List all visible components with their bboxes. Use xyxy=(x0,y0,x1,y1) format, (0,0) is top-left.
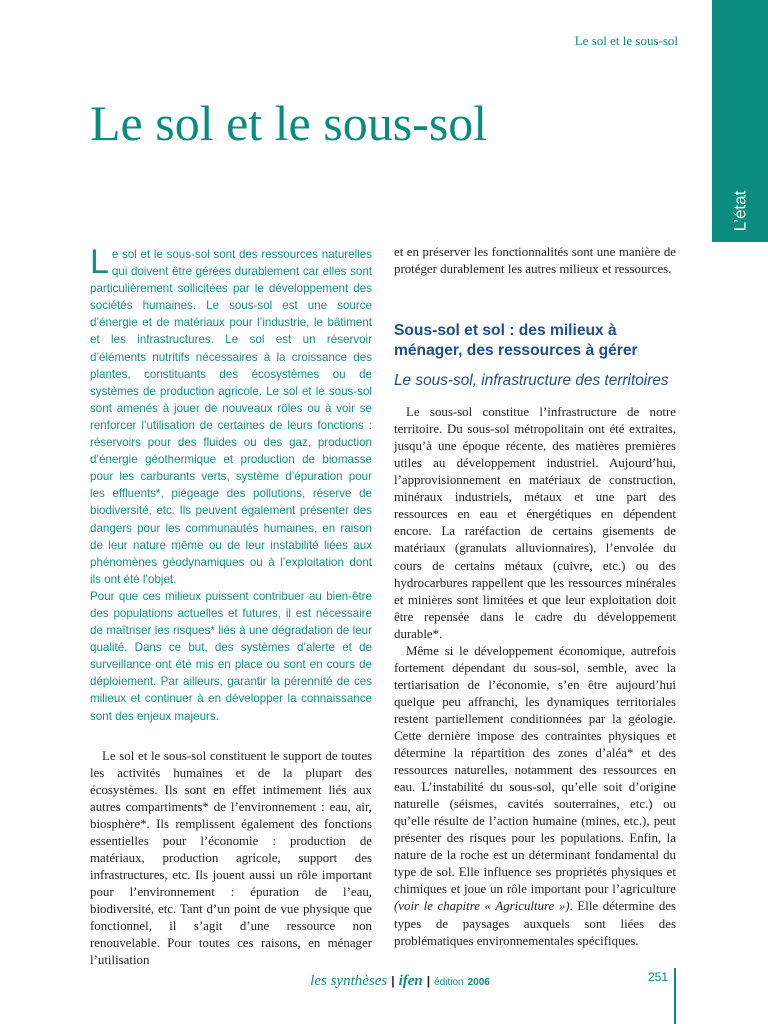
footer-series-title: les synthèses xyxy=(310,973,388,989)
sub-heading: Le sous-sol, infrastructure des territoires xyxy=(394,372,669,390)
footer-brand: ifen xyxy=(398,973,423,989)
page-title: Le sol et le sous-sol xyxy=(90,95,488,151)
section-heading: Sous-sol et sol : des milieux à ménager, des ressources à gérer xyxy=(394,322,638,360)
body-paragraph-continued: et en préserver les fonctionnalités sont une manière de protéger durablement les autres milieux et ressources. xyxy=(394,245,676,277)
body-text: Même si le développement économique, autrefois fortement dépendant du sous-sol, semble, avec la tertiarisation de l’économie, s’en être aujourd’hui quelque peu affranchi, les dynamiques territoriales restent partiellement conditionnées par la géologie. Cette dernière impose des contraintes physiques et détermine la répartition des zones d’aléa* et des ressources naturelles, notamment des ressources en eau. L’instabilité du sous-sol, qu’elle soit d’origine naturelle (séismes, cavités souterraines, etc.) ou qu’elle résulte de l’action humaine (mines, etc.), peut présenter des risques pour les populations. Enfin, la nature de la roche est un déterminant fondamental du type de sol. Elle influence ses propriétés physiques et chimiques et joue un rôle important pour l’agriculture xyxy=(394,643,676,897)
intro-block xyxy=(90,243,372,725)
intro-paragraph-1-text: e sol et le sous-sol sont des ressources naturelles qui doivent être gérées durablement car elles sont particulièrement sollicitées par le développement des sociétés humaines. Le sous-sol est une source d’énergie et de matériaux pour l’industrie, le bâtiment et les infrastructures. Le sol est un réservoir d’éléments nutritifs nécessaires à la croissance des plantes, constituants des écosystèmes ou de systèmes de production agricole. Le sol et le sous-sol sont amenés à jouer de nouveaux rôles ou à voir se renforcer l’utilisation de certaines de leurs fonctions : réservoirs pour des fluides ou des gaz, production d’énergie géothermique et production de biomasse pour les carburants verts, système d’épuration pour les effluents*, piégeage des pollutions, réserve de biodiversité, etc. Ils peuvent également présenter des dangers pour les communautés humaines, en raison de leur nature même ou de leur instabilité liées aux phénomènes géodynamiques ou à l’exploitation dont ils ont été l’objet. xyxy=(90,248,372,586)
intro-paragraph-2: Pour que ces milieux puissent contribuer au bien-être des populations actuelles et futures, il est nécessaire de maîtriser les risques* liés à une dégradation de leur qualité. Dans ce but, des systèmes d’alerte et de surveillance ont été mis en place ou sont en cours de déploiement. Par ailleurs, garantir la pérennité de ces milieux et continuer à en développer la connaissance sont des enjeux majeurs. xyxy=(90,589,372,723)
body-paragraph: Le sous-sol constitue l’infrastructure de notre territoire. Du sous-sol métropolitain ont été extraites, jusqu’à une époque récente, des matières premières utiles au développement industriel. Aujourd’hui, l’approvisionnement en matériaux de construction, minéraux industriels, métaux et une part des ressources en eau et énergétiques en dépendent encore. La raréfaction de certains gisements de matériaux (granulats alluvionnaires), l’envolée du cours de certains métaux (cuivre, etc.) ou des hydrocarbures rappellent que les ressources minérales et minières sont limitées et que leur exploitation doit être repensée dans le cadre du développement durable*. xyxy=(394,405,676,641)
page-number-rule xyxy=(674,968,676,1024)
footer-separator: | xyxy=(426,974,431,988)
intro-paragraph-1 xyxy=(90,243,372,588)
section-tab-label-wrap xyxy=(712,180,768,242)
running-head: Le sol et le sous-sol xyxy=(574,33,678,48)
footer-separator: | xyxy=(391,974,395,988)
chapter-reference: (voir le chapitre « Agriculture ») xyxy=(394,899,570,914)
left-column-body xyxy=(90,748,372,969)
footer-edition-year: 2006 xyxy=(467,977,490,988)
right-column xyxy=(394,244,676,950)
body-paragraph: Le sol et le sous-sol constituent le support de toutes les activités humaines et de la plupart des écosystèmes. Ils sont en effet intimement liés aux autres compartiments* de l’environnement : eau, air, biosphère*. Ils remplissent également des fonctions essentielles pour l’économie : production de matériaux, production agricole, support des infrastructures, etc. Ils jouent aussi un rôle important pour l’environnement : épuration de l’eau, biodiversité, etc. Tant d’un point de vue physique que fonctionnel, il s’agit d’une ressource non renouvelable. Pour toutes ces raisons, en ménager l’utilisation xyxy=(90,749,372,967)
body-paragraph xyxy=(394,643,676,950)
page-number: 251 xyxy=(647,970,668,984)
footer-edition-label: édition xyxy=(434,977,464,988)
drop-cap: L xyxy=(90,243,109,281)
body-text: . Elle détermine des types de paysages auxquels sont liées des problématiques environnementales spécifiques. xyxy=(394,899,677,948)
section-tab-label: L’état xyxy=(730,190,749,232)
footer xyxy=(200,972,600,990)
